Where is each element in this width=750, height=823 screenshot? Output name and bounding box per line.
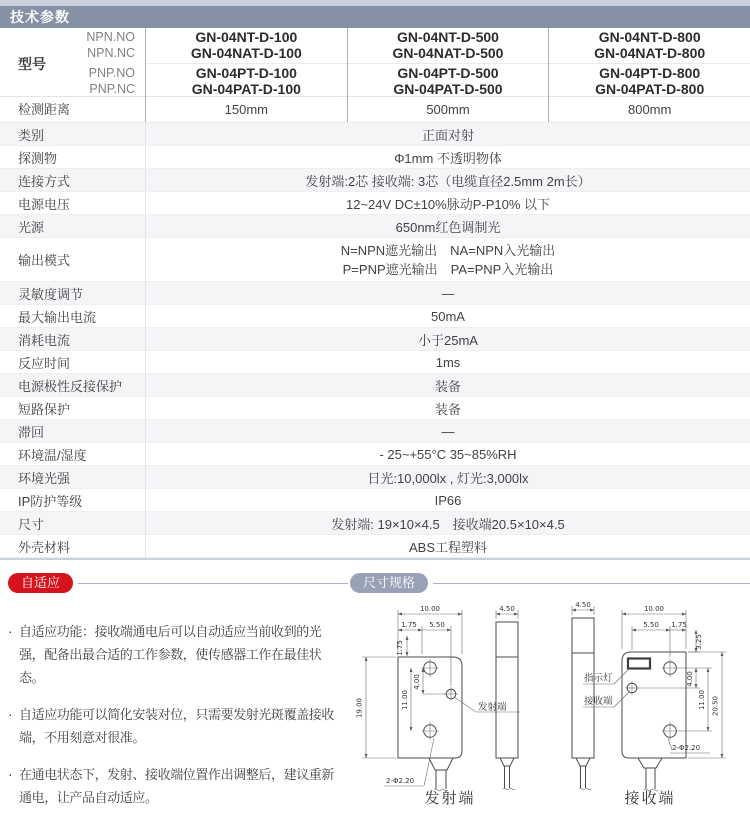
- spec-row-temp-humidity: [0, 443, 750, 466]
- bullet-item: · 自适应功能可以简化安装对位，只需要发射光斑覆盖接收端，不用刻意对很准。: [8, 703, 344, 749]
- model-label-cell: [0, 28, 145, 99]
- receiver-dim-x2: 1.75: [671, 621, 687, 629]
- sublabel-npn-nc: NPN.NC: [87, 45, 135, 60]
- spec-value: 1ms: [145, 351, 750, 373]
- spec-value: 日光:10,000lx , 灯光:3,000lx: [145, 466, 750, 488]
- spec-value: 装备: [145, 374, 750, 396]
- spec-label: 环境光强: [18, 470, 71, 486]
- model-label: 型号: [18, 55, 46, 72]
- spec-row-light-source: [0, 215, 750, 238]
- bullet-item: · 在通电状态下，发射、接收端位置作出调整后，建议重新通电，让产品自动适应。: [8, 763, 344, 809]
- adaptive-section: [0, 572, 348, 823]
- spec-value: 发射端: 19×10×4.5 接收端20.5×10×4.5: [145, 512, 750, 534]
- receiver-dim-depth: 4.50: [575, 601, 591, 609]
- spec-value: 小于25mA: [145, 328, 750, 350]
- bottom-section: [0, 560, 750, 823]
- spec-label: 类别: [18, 127, 45, 143]
- section-title-tech-params: 技术参数: [0, 6, 750, 28]
- spec-value: Φ1mm 不透明物体: [145, 146, 750, 168]
- emitter-dim-top: 1.75: [396, 640, 404, 656]
- dimension-badge: 尺寸规格: [350, 573, 428, 593]
- adaptive-badge: 自适应: [8, 573, 73, 593]
- detection-distance-row: [0, 97, 750, 123]
- spec-label: 最大输出电流: [18, 309, 97, 325]
- receiver-caption: 接收端: [624, 790, 676, 806]
- model-number: GN-04NT-D-800: [598, 29, 701, 45]
- spec-value: —: [145, 420, 750, 442]
- dimension-drawings: [350, 600, 750, 806]
- spec-label: 探测物: [18, 150, 58, 166]
- receiver-led-label: 指示灯: [584, 673, 613, 684]
- spec-row-hysteresis: [0, 420, 750, 443]
- sublabel-pnp-nc: PNP.NC: [89, 81, 135, 96]
- spec-value: 50mA: [145, 305, 750, 327]
- spec-value: IP66: [145, 489, 750, 511]
- dimension-section: [348, 572, 750, 823]
- spec-row-ip-rating: [0, 489, 750, 512]
- emitter-holes-note: 2-Φ2.20: [386, 777, 415, 785]
- spec-rows: [0, 123, 750, 558]
- model-number: GN-04PT-D-100: [195, 65, 297, 81]
- output-mode-line-1: N=NPN遮光输出 NA=NPN入光输出: [340, 242, 556, 258]
- receiver-dim-top: 3.25: [695, 634, 703, 650]
- divider-line: [433, 583, 750, 584]
- spec-label: IP防护等级: [18, 493, 83, 509]
- spec-table: [0, 28, 750, 560]
- distance-800: 800mm: [548, 97, 750, 122]
- emitter-dim-x1: 1.75: [401, 621, 417, 629]
- model-number: GN-04PAT-D-100: [191, 81, 301, 97]
- spec-value: [145, 238, 750, 281]
- model-row: [0, 28, 750, 97]
- sublabel-npn-no: NPN.NO: [86, 30, 135, 44]
- model-number: GN-04NAT-D-800: [594, 45, 706, 61]
- emitter-dim-x2: 5.50: [429, 621, 445, 629]
- adaptive-header: [8, 572, 348, 594]
- emitter-dim-holes: 11.00: [401, 689, 409, 711]
- model-number: GN-04PT-D-500: [397, 65, 499, 81]
- output-mode-line-2: P=PNP遮光输出 PA=PNP入光输出: [342, 261, 554, 277]
- emitter-dim-lens: 4.00: [413, 674, 421, 690]
- model-number: GN-04NAT-D-100: [190, 45, 302, 61]
- emitter-dim-depth: 4.50: [499, 605, 515, 613]
- sublabel-pnp-no: PNP.NO: [88, 66, 135, 80]
- model-column-500: [347, 28, 549, 99]
- spec-value: 正面对射: [145, 123, 750, 145]
- receiver-drawing: [550, 600, 746, 806]
- emitter-tag-label: 发射端: [478, 702, 507, 713]
- spec-label: 外壳材料: [18, 539, 71, 555]
- spec-row-reverse-protection: [0, 374, 750, 397]
- spec-label: 滞回: [18, 424, 45, 440]
- model-number: GN-04NAT-D-500: [392, 45, 504, 61]
- spec-row-short-circuit: [0, 397, 750, 420]
- receiver-dim-holes: 11.00: [698, 689, 706, 711]
- model-number: GN-04NT-D-100: [195, 29, 298, 45]
- spec-label: 灵敏度调节: [18, 286, 84, 302]
- bullet-item: · 自适应功能：接收端通电后可以自动适应当前收到的光强，配备出最合适的工作参数，使传感器工作在最佳状态。: [8, 620, 344, 689]
- receiver-holes-note: 2-Φ2.20: [672, 744, 701, 752]
- spec-row-output-mode: [0, 238, 750, 282]
- spec-label: 反应时间: [18, 355, 71, 371]
- spec-label: 消耗电流: [18, 332, 71, 348]
- spec-row-target: [0, 146, 750, 169]
- emitter-drawing: [350, 600, 550, 806]
- spec-value: 12~24V DC±10%脉动P-P10% 以下: [145, 192, 750, 214]
- dimension-header: [350, 572, 750, 594]
- spec-value: - 25~+55°C 35~85%RH: [145, 443, 750, 465]
- emitter-caption: 发射端: [424, 790, 476, 806]
- spec-row-category: [0, 123, 750, 146]
- spec-row-sensitivity: [0, 282, 750, 305]
- spec-label: 环境温/湿度: [18, 447, 87, 463]
- model-number: GN-04PAT-D-500: [393, 81, 503, 97]
- spec-row-voltage: [0, 192, 750, 215]
- spec-label: 连接方式: [18, 173, 71, 189]
- receiver-dim-height: 20.50: [711, 695, 720, 717]
- spec-label: 光源: [18, 219, 45, 235]
- model-number: GN-04PT-D-800: [599, 65, 701, 81]
- receiver-dim-x1: 5.50: [643, 621, 659, 629]
- spec-value: ABS工程塑料: [145, 535, 750, 557]
- emitter-dim-height: 19.00: [355, 697, 364, 719]
- model-column-800: [548, 28, 750, 99]
- output-type-sublabels: [86, 30, 145, 97]
- spec-value: 650nm红色调制光: [145, 215, 750, 237]
- spec-label: 检测距离: [18, 102, 71, 117]
- divider-line: [78, 583, 348, 584]
- distance-100: 150mm: [145, 97, 347, 122]
- spec-row-consumption: [0, 328, 750, 351]
- spec-row-max-current: [0, 305, 750, 328]
- model-column-100: [145, 28, 347, 99]
- receiver-dim-lens: 4.00: [686, 671, 694, 687]
- spec-row-connection: [0, 169, 750, 192]
- spec-value: 装备: [145, 397, 750, 419]
- spec-label: 电源电压: [18, 196, 71, 212]
- spec-value: —: [145, 282, 750, 304]
- receiver-dim-width: 10.00: [643, 605, 665, 613]
- spec-label: 尺寸: [18, 516, 45, 532]
- spec-row-housing: [0, 535, 750, 558]
- distance-500: 500mm: [347, 97, 549, 122]
- model-number: GN-04PAT-D-800: [595, 81, 705, 97]
- model-number: GN-04NT-D-500: [397, 29, 499, 45]
- adaptive-bullets: [8, 620, 348, 809]
- spec-label: 电源极性反接保护: [18, 378, 123, 394]
- spec-label: 短路保护: [18, 401, 71, 417]
- receiver-lens-label: 接收端: [584, 696, 613, 707]
- spec-value: 发射端:2芯 接收端: 3芯（电缆直径2.5mm 2m长）: [145, 169, 750, 191]
- spec-row-size: [0, 512, 750, 535]
- spec-label: 输出模式: [18, 253, 71, 268]
- spec-row-response-time: [0, 351, 750, 374]
- spec-row-ambient-light: [0, 466, 750, 489]
- emitter-dim-width: 10.00: [419, 605, 441, 613]
